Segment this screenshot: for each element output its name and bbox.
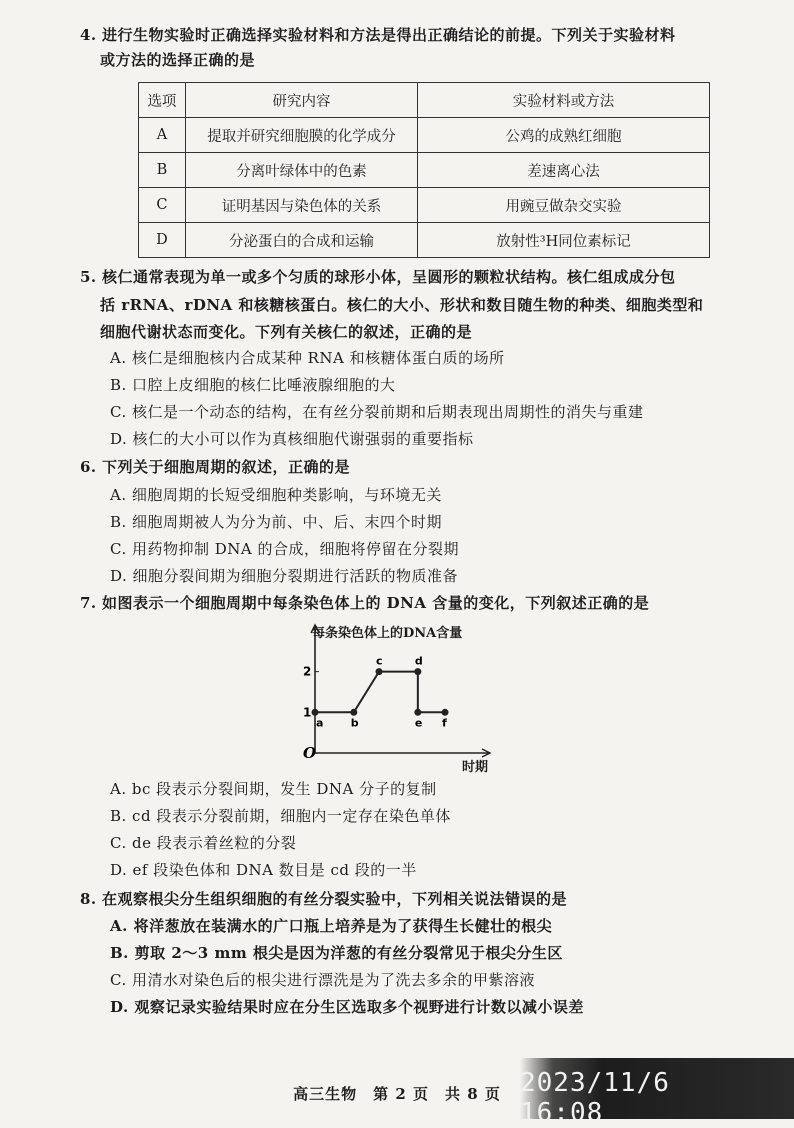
table-cell: 证明基因与染色体的关系	[185, 188, 417, 223]
question-text-line: 下列关于细胞周期的叙述，正确的是	[101, 458, 350, 476]
option-a: A. 细胞周期的长短受细胞种类影响，与环境无关	[110, 486, 442, 504]
option-a: A. 将洋葱放在装满水的广口瓶上培养是为了获得生长健壮的根尖	[110, 917, 553, 935]
option-d: D. 核仁的大小可以作为真核细胞代谢强弱的重要指标	[110, 430, 474, 448]
header-cell: 研究内容	[185, 83, 417, 118]
question-5-line3	[100, 319, 740, 346]
data-point-d	[414, 668, 421, 675]
table-cell: C	[139, 188, 186, 223]
option-d: D. 细胞分裂间期为细胞分裂期进行活跃的物质准备	[110, 567, 459, 585]
option-a: A. bc 段表示分裂间期，发生 DNA 分子的复制	[110, 780, 437, 798]
option-d: D. ef 段染色体和 DNA 数目是 cd 段的一半	[110, 861, 417, 879]
timestamp-text: 2023/11/6 16:08	[520, 1068, 670, 1128]
table-cell: 公鸡的成熟红细胞	[418, 118, 710, 153]
point-label-c: c	[376, 654, 383, 668]
dna-content-line	[315, 672, 445, 713]
table-cell: 分离叶绿体中的色素	[185, 153, 417, 188]
point-label-a: a	[316, 716, 324, 730]
origin-label: O	[303, 744, 317, 762]
y-tick-label: 2	[303, 664, 312, 679]
table-cell: 分泌蛋白的合成和运输	[185, 223, 417, 258]
question-8	[80, 886, 720, 913]
table-cell: A	[139, 118, 186, 153]
question-number: 5.	[80, 268, 97, 286]
question-text-line: 括 rRNA、rDNA 和核糖核蛋白。核仁的大小、形状和数目随生物的种类、细胞类型和	[100, 296, 704, 314]
table-cell: B	[139, 153, 186, 188]
chart-y-axis-title: 每条染色体上的DNA含量	[312, 626, 463, 641]
data-point-f	[442, 709, 449, 716]
question-text-line: 核仁通常表现为单一或多个匀质的球形小体，呈圆形的颗粒状结构。核仁组成成分包	[101, 268, 676, 286]
question-text-line: 进行生物实验时正确选择实验材料和方法是得出正确结论的前提。下列关于实验材料	[101, 26, 676, 44]
question-number: 4.	[80, 26, 97, 44]
question-number: 7.	[80, 594, 97, 612]
table-row	[139, 118, 710, 153]
data-point-b	[350, 709, 357, 716]
question-text-line: 或方法的选择正确的是	[100, 51, 256, 69]
question-7	[80, 590, 720, 617]
option-c: C. 用清水对染色后的根尖进行漂洗是为了洗去多余的甲紫溶液	[110, 971, 535, 989]
option-d: D. 观察记录实验结果时应在分生区选取多个视野进行计数以减小误差	[110, 998, 584, 1016]
question-number: 6.	[80, 458, 97, 476]
option-b: B. 口腔上皮细胞的核仁比唾液腺细胞的大	[110, 376, 396, 394]
option-c: C. de 段表示着丝粒的分裂	[110, 834, 297, 852]
table-cell: D	[139, 223, 186, 258]
option-c: C. 用药物抑制 DNA 的合成，细胞将停留在分裂期	[110, 540, 460, 558]
question-5	[80, 264, 720, 291]
point-label-b: b	[350, 716, 359, 730]
question-6	[80, 454, 720, 481]
header-cell: 选项	[139, 83, 186, 118]
option-b: B. cd 段表示分裂前期，细胞内一定存在染色单体	[110, 807, 451, 825]
option-b: B. 细胞周期被人为分为前、中、后、末四个时期	[110, 513, 443, 531]
table-header-row	[139, 83, 710, 118]
timestamp-overlay	[520, 1058, 794, 1128]
point-label-f: f	[442, 716, 447, 730]
chart-x-axis-label: 时期	[462, 760, 489, 775]
data-point-a	[312, 709, 319, 716]
point-label-d: d	[414, 654, 423, 668]
table-cell: 提取并研究细胞膜的化学成分	[185, 118, 417, 153]
question-text-line: 在观察根尖分生组织细胞的有丝分裂实验中，下列相关说法错误的是	[101, 890, 567, 908]
data-point-c	[376, 668, 383, 675]
table-cell: 放射性³H同位素标记	[418, 223, 710, 258]
option-b: B. 剪取 2～3 mm 根尖是因为洋葱的有丝分裂常见于根尖分生区	[110, 944, 563, 962]
data-point-e	[414, 709, 421, 716]
table-row	[139, 153, 710, 188]
y-tick-label: 1	[303, 705, 312, 720]
table-cell: 差速离心法	[418, 153, 710, 188]
question-text-line: 如图表示一个细胞周期中每条染色体上的 DNA 含量的变化，下列叙述正确的是	[101, 594, 650, 612]
option-a: A. 核仁是细胞核内合成某种 RNA 和核糖体蛋白质的场所	[110, 349, 505, 367]
table-cell: 用豌豆做杂交实验	[418, 188, 710, 223]
point-label-e: e	[414, 716, 423, 730]
table-row	[139, 188, 710, 223]
question-4	[80, 22, 720, 49]
header-cell: 实验材料或方法	[418, 83, 710, 118]
question-4-line2	[100, 47, 740, 74]
question-number: 8.	[80, 890, 97, 908]
page-footer: 高三生物 第 2 页 共 8 页	[293, 1085, 501, 1103]
option-c: C. 核仁是一个动态的结构，在有丝分裂前期和后期表现出周期性的消失与重建	[110, 403, 644, 421]
question-text-line: 细胞代谢状态而变化。下列有关核仁的叙述，正确的是	[100, 323, 473, 341]
table-row	[139, 223, 710, 258]
choices-table	[138, 82, 710, 258]
question-5-line2	[100, 292, 740, 319]
